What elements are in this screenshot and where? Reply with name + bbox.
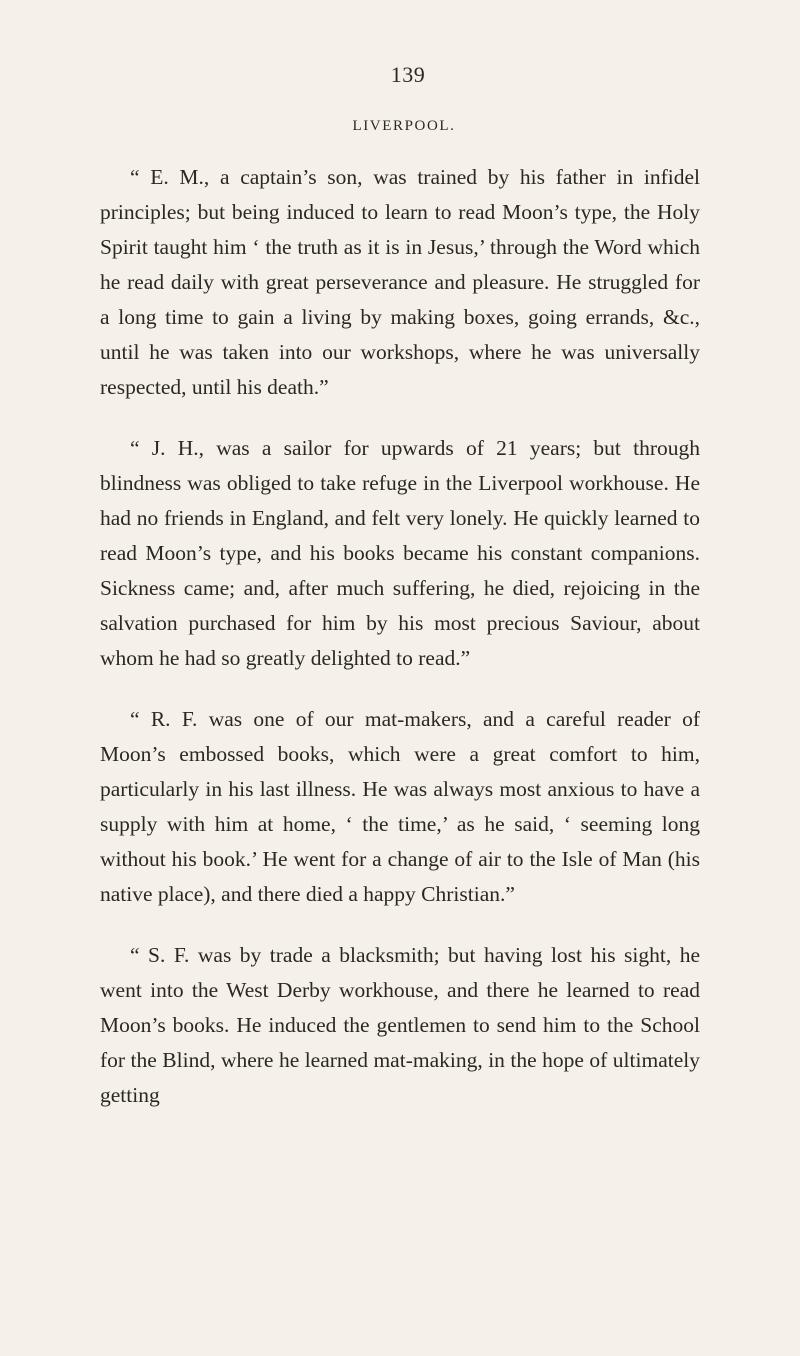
paragraph-em: “ E. M., a captain’s son, was trained by his father in infidel principles; but being induced to learn to read Moon’s type, the Holy Spirit taught him ‘ the truth as it is in Jesus,’ through the Word which he read daily with great perseverance and pleasure. He struggled for a long time to gain a living by making boxes, going errands, &c., until he was taken into our workshops, where he was universally respected, until his death.”	[100, 165, 700, 399]
body-text	[100, 160, 700, 1113]
paragraph-sf: “ S. F. was by trade a blacksmith; but having lost his sight, he went into the West Derby workhouse, and there he learned to read Moon’s books. He induced the gentlemen to send him to the School for the Blind, where he learned mat-making, in the hope of ultimately getting	[100, 943, 700, 1107]
paragraph-jh: “ J. H., was a sailor for upwards of 21 years; but through blindness was obliged to take refuge in the Liverpool workhouse. He had no friends in England, and felt very lonely. He quickly learned to read Moon’s type, and his books became his constant companions. Sickness came; and, after much suffering, he died, rejoicing in the salvation purchased for him by his most precious Saviour, about whom he had so greatly delighted to read.”	[100, 436, 700, 670]
running-head: LIVERPOOL.	[352, 118, 456, 134]
paragraph-rf: “ R. F. was one of our mat-makers, and a careful reader of Moon’s embossed books, which were a great comfort to him, particularly in his last illness. He was always most anxious to have a supply with him at home, ‘ the time,’ as he said, ‘ seeming long without his book.’ He went for a change of air to the Isle of Man (his native place), and there died a happy Christian.”	[100, 707, 700, 906]
page-number: 139	[390, 62, 426, 87]
